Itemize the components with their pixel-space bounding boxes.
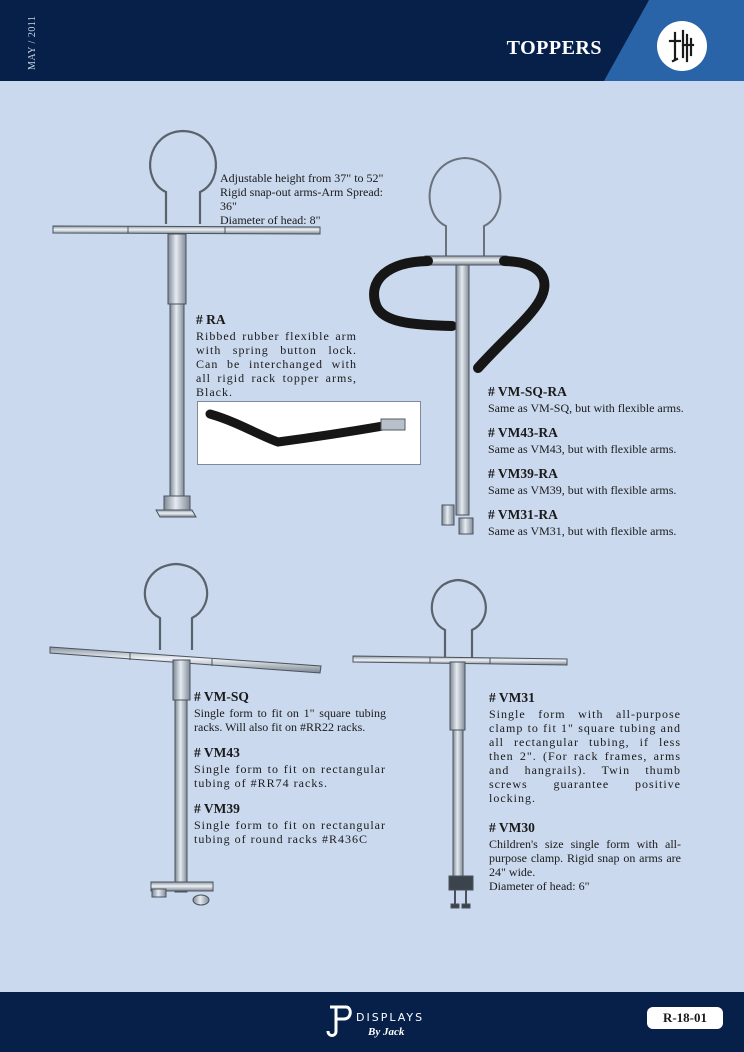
product-code: # VM43 [194,745,240,760]
product-vm43 [194,746,386,790]
product-vm39-ra [488,467,708,497]
vm-sq-form-image [50,564,321,905]
product-description: Same as VM-SQ, but with flexible arms. [488,401,684,415]
product-code: # VM-SQ-RA [488,384,567,399]
product-description: Same as VM43, but with flexible arms. [488,442,677,456]
spec-head-diameter: Diameter of head: 8" [220,213,321,227]
product-vm30 [489,821,681,893]
product-code: # VM31 [489,690,535,705]
brand-name: DISPLAYS [356,1011,425,1024]
product-description: Single form to fit on rectangular tubing of round racks #R436C [194,818,386,846]
product-vm31 [489,691,681,805]
brand-mark-icon [324,1001,354,1041]
issue-date: MAY / 2011 [27,15,38,70]
product-vm43-ra [488,426,708,456]
spec-height: Adjustable height from 37" to 52" [220,171,384,185]
product-description: Single form to fit on rectangular tubing of #RR74 racks. [194,762,386,790]
product-vm-sq [194,690,386,734]
spec-summary [220,171,400,227]
product-code: # VM30 [489,820,535,835]
flexible-arm-inset-image [197,401,421,465]
product-description: Children's size single form with all-purpose clamp. Rigid snap on arms are 24" wide. [489,837,681,879]
product-code: # VM43-RA [488,425,558,440]
product-description: Same as VM39, but with flexible arms. [488,483,677,497]
product-vm31-ra [488,508,708,538]
product-description: Same as VM31, but with flexible arms. [488,524,677,538]
product-description: Single form with all-purpose clamp to fit 1" square tubing and all rectangular tubing, if less then 2". (For rack frames, arms and hangrails). Twin thumb screws guarantee positive locking. [489,707,681,805]
brand-tagline: By Jack [368,1026,405,1038]
product-extra-spec: Diameter of head: 6" [489,879,590,893]
product-vm-sq-ra [488,385,708,415]
page-footer [0,992,744,1052]
product-code: # RA [196,312,226,327]
product-ra [196,313,357,399]
product-vm39 [194,802,386,846]
product-description: Single form to fit on 1" square tubing racks. Will also fit on #RR22 racks. [194,706,386,734]
spec-arm-spread: Rigid snap-out arms-Arm Spread: 36" [220,185,383,213]
product-description: Ribbed rubber flexible arm with spring button lock. Can be interchanged with all rigid rack topper arms, Black. [196,329,357,399]
product-code: # VM-SQ [194,689,249,704]
page-title: TOPPERS [506,37,602,59]
product-code: # VM39 [194,801,240,816]
brand-logo [322,999,425,1045]
page-code-badge: R-18-01 [647,1007,723,1029]
product-code: # VM39-RA [488,466,558,481]
product-code: # VM31-RA [488,507,558,522]
